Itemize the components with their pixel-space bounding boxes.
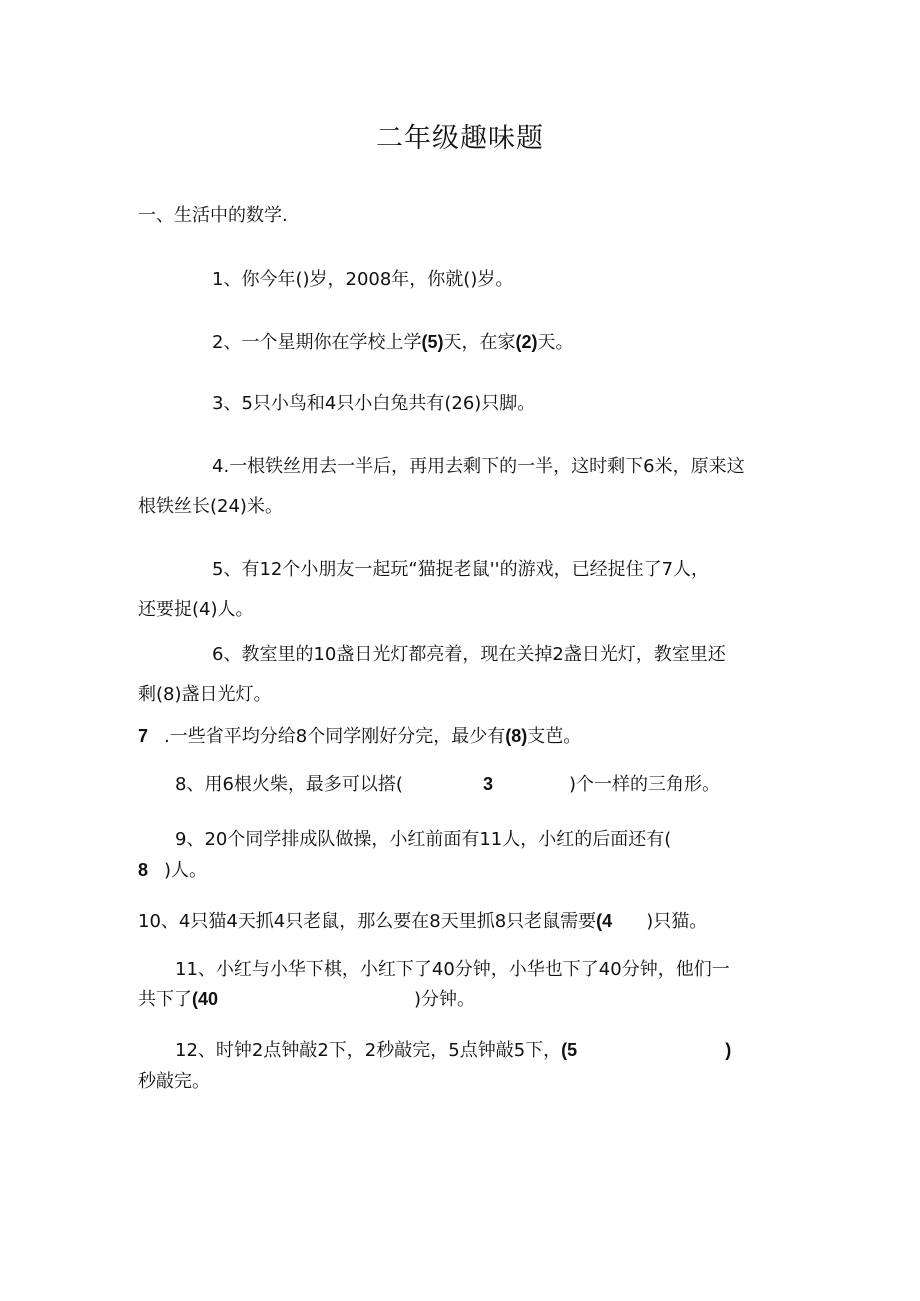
question-7 xyxy=(138,724,581,749)
question-6-line-1 xyxy=(212,643,726,667)
question-number: 5 xyxy=(212,559,224,580)
question-number: 9 xyxy=(175,829,187,850)
question-number: 8 xyxy=(175,774,187,795)
question-12-line-2: 秒敲完。 xyxy=(138,1071,210,1092)
question-text: 一根铁丝用去一半后，再用去剩下的一半，这时剩下6米，原来这 xyxy=(229,456,745,477)
answer: 8 xyxy=(138,860,149,880)
question-8 xyxy=(175,772,720,797)
question-number: 10 xyxy=(138,911,161,932)
question-text: 支芭。 xyxy=(527,726,582,747)
page-title: 二年级趣味题 xyxy=(376,123,544,154)
question-12-line-1 xyxy=(175,1038,731,1063)
section-heading: 一、生活中的数学. xyxy=(138,205,288,226)
question-text: )人。 xyxy=(164,860,208,881)
question-4-line-1 xyxy=(212,455,745,479)
question-number: 7 xyxy=(138,726,149,746)
question-text: 天。 xyxy=(537,332,574,353)
question-text: 、20个同学排成队做操，小红前面有11人，小红的后面还有( xyxy=(186,829,672,850)
question-4-line-2: 根铁丝长(24)米。 xyxy=(138,496,283,517)
question-9-line-2 xyxy=(138,858,207,883)
question-text: 、4只猫4天抓4只老鼠，那么要在8天里抓8只老鼠需要 xyxy=(160,911,597,932)
question-text: 、小红与小华下棋，小红下了40分钟，小华也下了40分钟，他们一 xyxy=(197,959,730,980)
question-5-line-1 xyxy=(212,558,709,582)
question-text: 、一个星期你在学校上学 xyxy=(223,332,422,353)
question-text: .一些省平均分给8个同学刚好分完，最少有 xyxy=(164,726,506,747)
question-text: 、你今年()岁，2008年，你就()岁。 xyxy=(223,269,514,290)
question-number: 3 xyxy=(212,393,224,414)
question-2 xyxy=(212,330,573,355)
question-text: )分钟。 xyxy=(414,989,476,1010)
question-text: 、用6根火柴，最多可以搭( xyxy=(186,774,403,795)
answer: (4 xyxy=(596,911,613,931)
answer: (2) xyxy=(515,332,538,352)
question-1 xyxy=(212,268,513,292)
question-number: 11 xyxy=(175,959,198,980)
answer: 3 xyxy=(482,774,493,794)
answer: (40 xyxy=(192,989,219,1009)
question-number: 1 xyxy=(212,269,224,290)
question-text: 、有12个小朋友一起玩“猫捉老鼠''的游戏，已经捉住了7人， xyxy=(223,559,710,580)
question-number: 4. xyxy=(212,456,230,477)
question-number: 6 xyxy=(212,644,224,665)
question-number: 12 xyxy=(175,1040,198,1061)
question-9-line-1 xyxy=(175,828,671,852)
question-11-line-1 xyxy=(175,958,730,982)
question-text: )只猫。 xyxy=(646,911,708,932)
answer: (8) xyxy=(505,726,528,746)
question-text: 天，在家 xyxy=(443,332,516,353)
answer: ) xyxy=(725,1040,732,1060)
question-text: 、5只小鸟和4只小白兔共有(26)只脚。 xyxy=(223,393,536,414)
question-6-line-2: 剩(8)盏日光灯。 xyxy=(138,684,272,705)
question-3 xyxy=(212,392,535,416)
question-number: 2 xyxy=(212,332,224,353)
answer: (5) xyxy=(421,332,444,352)
question-10 xyxy=(138,909,707,934)
question-text: 共下了 xyxy=(138,989,192,1010)
answer: (5 xyxy=(561,1040,578,1060)
question-text: 、时钟2点钟敲2下，2秒敲完，5点钟敲5下， xyxy=(197,1040,562,1061)
question-5-line-2: 还要捉(4)人。 xyxy=(138,599,254,620)
question-text: 、教室里的10盏日光灯都亮着，现在关掉2盏日光灯，教室里还 xyxy=(223,644,726,665)
question-11-line-2 xyxy=(138,987,475,1012)
question-text: )个一样的三角形。 xyxy=(568,774,720,795)
